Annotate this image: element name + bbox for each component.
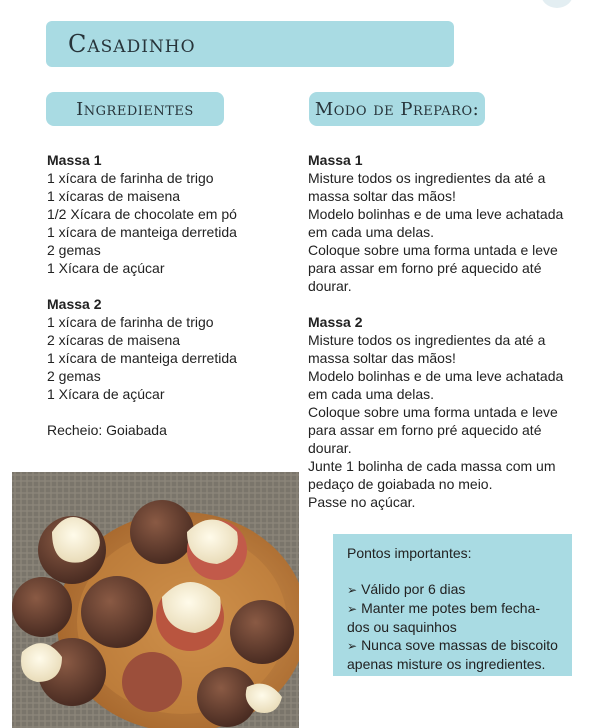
ingredients-heading: Ingredientes [46, 92, 224, 126]
preparation-line: em cada uma delas. [308, 224, 435, 240]
arrow-icon: ➢ [347, 639, 358, 653]
ingredient-item: 1/2 Xícara de chocolate em pó [47, 206, 237, 222]
ingredients-massa2-title: Massa 2 [47, 296, 102, 312]
preparation-line: Modelo bolinhas e de uma leve achatada [308, 206, 564, 222]
important-bullet: ➢ Válido por 6 dias [347, 581, 466, 597]
important-title: Pontos importantes: [347, 545, 472, 561]
preparation-column [308, 151, 571, 511]
preparation-massa1-title: Massa 1 [308, 152, 363, 168]
arrow-icon: ➢ [347, 602, 358, 616]
preparation-line: Misture todos os ingredientes da até a [308, 170, 546, 186]
ingredient-item: 1 xícara de manteiga derretida [47, 224, 237, 240]
preparation-line: massa soltar das mãos! [308, 350, 456, 366]
preparation-line: Passe no açúcar. [308, 494, 416, 510]
cookie-photo [12, 472, 299, 728]
preparation-line: massa soltar das mãos! [308, 188, 456, 204]
ingredient-item: 1 xícara de farinha de trigo [47, 314, 214, 330]
preparation-line: Misture todos os ingredientes da até a [308, 332, 546, 348]
preparation-line: pedaço de goiabada no meio. [308, 476, 493, 492]
page-title: Casadinho [68, 30, 196, 58]
corner-decoration [541, 0, 573, 8]
preparation-line: dourar. [308, 440, 352, 456]
ingredients-column [47, 151, 282, 439]
ingredient-item: 1 Xícara de açúcar [47, 386, 165, 402]
preparation-line: para assar em forno pré aquecido até [308, 260, 542, 276]
important-bullet-continued: apenas misture os ingredientes. [347, 656, 546, 672]
title-banner [46, 21, 454, 67]
ingredient-item: 1 xícaras de maisena [47, 188, 181, 204]
ingredient-item: 2 gemas [47, 242, 101, 258]
ingredient-item: 1 xícara de manteiga derretida [47, 350, 237, 366]
ingredient-item: 1 Xícara de açúcar [47, 260, 165, 276]
ingredients-massa1-title: Massa 1 [47, 152, 102, 168]
preparation-line: dourar. [308, 278, 352, 294]
ingredient-item: 2 xícaras de maisena [47, 332, 181, 348]
preparation-line: Modelo bolinhas e de uma leve achatada [308, 368, 564, 384]
preparation-line: Coloque sobre uma forma untada e leve [308, 404, 558, 420]
important-bullet: ➢ Nunca sove massas de biscoito [347, 637, 558, 653]
preparation-heading: Modo de Preparo: [309, 92, 485, 126]
important-bullet-continued: dos ou saquinhos [347, 619, 457, 635]
important-points-box [333, 534, 572, 676]
preparation-line: em cada uma delas. [308, 386, 435, 402]
preparation-line: para assar em forno pré aquecido até [308, 422, 542, 438]
filling-text: Recheio: Goiabada [47, 422, 167, 438]
preparation-massa2-title: Massa 2 [308, 314, 363, 330]
preparation-line: Junte 1 bolinha de cada massa com um [308, 458, 556, 474]
ingredient-item: 2 gemas [47, 368, 101, 384]
arrow-icon: ➢ [347, 583, 358, 597]
preparation-line: Coloque sobre uma forma untada e leve [308, 242, 558, 258]
ingredient-item: 1 xícara de farinha de trigo [47, 170, 214, 186]
important-bullet: ➢ Manter me potes bem fecha- [347, 600, 541, 616]
